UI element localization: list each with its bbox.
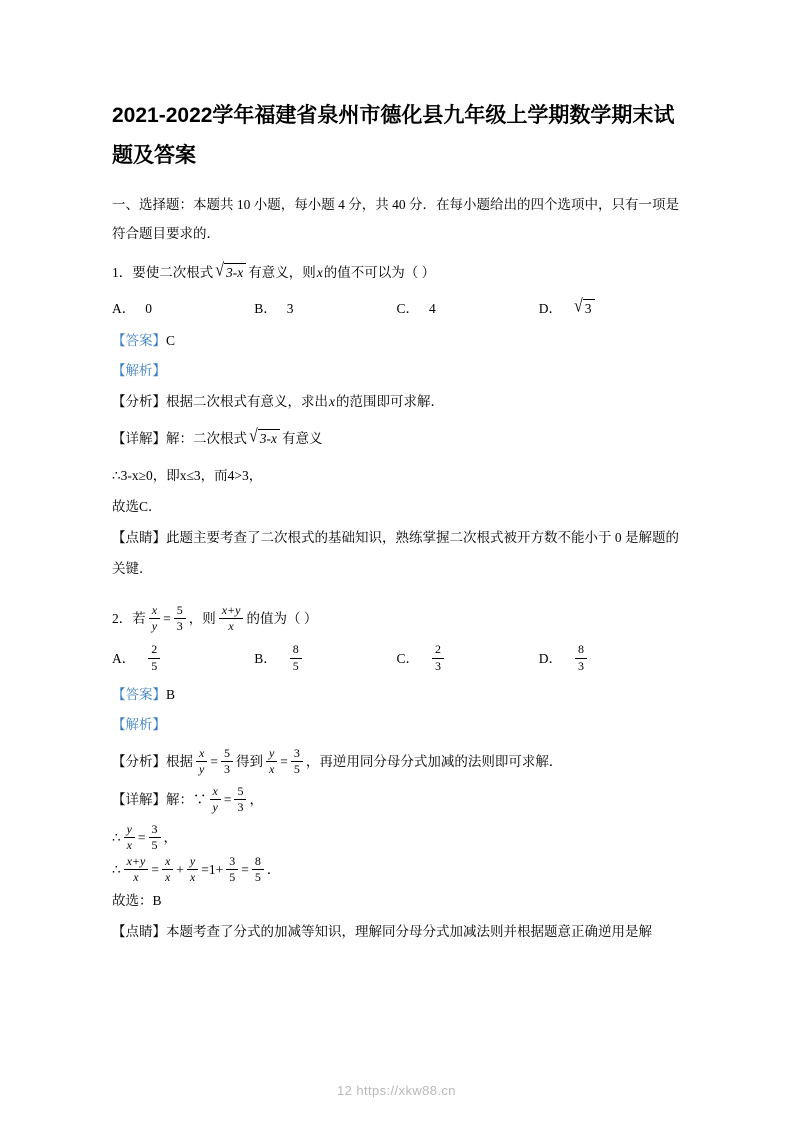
equals-sign: = <box>223 791 232 807</box>
fraction-8-over-5 <box>252 855 264 885</box>
option-d-label: D． <box>538 651 562 666</box>
fraction-numerator: 3 <box>226 855 238 870</box>
question-1-stem <box>112 256 681 290</box>
question-1-stem-mid: 有意义，则 <box>248 265 316 280</box>
fraction-xplusy-over-x <box>124 855 149 885</box>
option-c-fraction <box>432 643 444 673</box>
fraction-denominator: x <box>126 838 132 853</box>
option-b-label: B． <box>254 301 277 316</box>
option-c-label: C． <box>396 301 420 316</box>
answer-tag: 【答案】 <box>112 687 166 702</box>
option-b-value: 3 <box>286 301 294 316</box>
option-b[interactable] <box>254 294 396 324</box>
question-1-radicand: 3-x <box>224 263 246 282</box>
fenxi-pre: 根据 <box>166 754 193 769</box>
fraction-denominator: y <box>151 619 158 634</box>
fenxi-text-post: 的范围即可求解． <box>336 394 444 409</box>
option-a[interactable] <box>112 640 254 678</box>
fraction-numerator: 2 <box>432 643 444 658</box>
question-2-stem-post: 的值为（ ） <box>246 611 318 626</box>
fraction-numerator: x+y <box>124 855 149 870</box>
question-2-analysis-tag: 【解析】 <box>112 717 166 732</box>
question-1-fenxi <box>112 386 681 417</box>
question-2-step2 <box>112 822 681 854</box>
question-1-number: 1． <box>112 265 133 280</box>
fraction-numerator: 5 <box>221 747 233 762</box>
answer-tag: 【答案】 <box>112 333 166 348</box>
xiangjie-tag: 【详解】 <box>112 431 166 446</box>
question-2-stem <box>112 602 681 636</box>
fraction-numerator: x <box>149 604 160 619</box>
fenxi-tag: 【分析】 <box>112 754 166 769</box>
fraction-denominator: x <box>164 869 171 884</box>
sqrt-icon: √ 3-x <box>249 429 280 448</box>
option-a-label: A． <box>112 651 136 666</box>
fraction-numerator: 8 <box>252 855 264 870</box>
fraction-denominator: y <box>212 800 218 815</box>
sqrt-icon: √ 3-x <box>215 263 246 282</box>
fraction-denominator: x <box>133 869 139 884</box>
fenxi-text-pre: 根据二次根式有意义，求出 <box>166 394 328 409</box>
fraction-denominator: 3 <box>578 658 584 673</box>
question-2-xiangjie <box>112 784 681 816</box>
equals-sign: = <box>280 754 288 769</box>
dianjing-text: 本题考查了分式的加减等知识，理解同分母分式加减法则并根据题意正确逆用是解 <box>166 924 652 940</box>
fraction-numerator: 5 <box>174 604 186 619</box>
fraction-numerator: x <box>210 785 221 800</box>
equals-sign: = <box>201 861 209 877</box>
fraction-numerator: 3 <box>149 823 161 838</box>
fenxi-deduce: 得到 <box>235 754 263 769</box>
question-1-stem-pre: 要使二次根式 <box>132 265 214 280</box>
fraction-y-over-x <box>266 747 277 777</box>
question-2-step3 <box>112 854 681 886</box>
sqrt-icon: √ 3 <box>574 299 595 318</box>
fraction-numerator: 8 <box>575 643 587 658</box>
option-d[interactable] <box>539 294 681 324</box>
fenxi-tag: 【分析】 <box>112 394 166 409</box>
fraction-y-over-x <box>187 855 198 885</box>
fraction-denominator: 3 <box>223 762 230 777</box>
fraction-denominator: 5 <box>229 869 236 884</box>
question-2-dianjing <box>112 916 681 947</box>
option-c[interactable] <box>397 294 539 324</box>
xiangjie-radicand: 3-x <box>258 429 280 448</box>
question-1-answer <box>112 326 681 356</box>
plus-sign: + <box>176 861 184 877</box>
fraction-numerator: x <box>196 747 207 762</box>
question-1-dianjing <box>112 522 681 584</box>
fraction-x-over-y <box>196 747 207 777</box>
fenxi-post: ，再逆用同分母分式加减的法则即可求解． <box>305 754 563 769</box>
equals-sign: = <box>241 861 249 877</box>
question-2-answer <box>112 680 681 710</box>
fraction-x-over-x <box>162 855 173 885</box>
option-a-fraction <box>148 643 160 673</box>
fraction-numerator: x <box>162 855 173 870</box>
xiangjie-tail: 有意义 <box>282 431 323 446</box>
question-2-stem-pre: 若 <box>132 611 146 626</box>
fraction-y-over-x <box>124 823 135 853</box>
dianjing-text: 此题主要考查了二次根式的基础知识，熟练掌握二次根式被开方数不能小于 0 是解题的关键． <box>112 530 679 576</box>
question-2-options <box>112 640 681 678</box>
option-c-label: C． <box>396 651 420 666</box>
fraction-5-over-3 <box>174 604 186 634</box>
question-1-xiangjie <box>112 423 681 454</box>
option-c[interactable] <box>397 640 539 678</box>
step3-lead: ∴ <box>112 861 121 877</box>
answer-value: C <box>166 333 176 348</box>
equals-sign: = <box>137 829 146 845</box>
xiangjie-tag: 【详解】 <box>112 791 166 807</box>
page-footer: 12 https://xkw88.cn <box>337 1083 456 1098</box>
fraction-numerator: x+y <box>219 604 244 619</box>
fraction-numerator: 2 <box>148 643 160 658</box>
question-1-analysis-tag: 【解析】 <box>112 363 166 378</box>
fraction-x-over-y <box>210 785 221 815</box>
option-d[interactable] <box>539 640 681 678</box>
step3-tail: ． <box>266 861 281 877</box>
section-intro: 一、选择题：本题共 10 小题，每小题 4 分，共 40 分．在每小题给出的四个选项中，只有一项是符合题目要求的． <box>112 197 679 241</box>
equals-sign: = <box>151 861 159 877</box>
question-1-conclusion: 故选C． <box>112 499 162 514</box>
fraction-denominator: 5 <box>151 838 158 853</box>
fenxi-var: x <box>329 394 335 409</box>
xiangjie-comma: ， <box>249 791 263 807</box>
question-1-stem-post: 的值不可以为（ ） <box>323 265 436 280</box>
option-b[interactable] <box>254 640 396 678</box>
fraction-5-over-3 <box>221 747 233 777</box>
question-2-comma: ，则 <box>188 611 216 626</box>
fraction-denominator: 5 <box>293 762 300 777</box>
option-a-label: A． <box>112 301 136 316</box>
option-d-label: D． <box>538 301 562 316</box>
xiangjie-lead: 解：二次根式 <box>166 431 247 446</box>
fraction-denominator: y <box>199 762 205 777</box>
question-2-conclusion: 故选：B <box>112 893 162 909</box>
option-c-value: 4 <box>429 301 436 316</box>
question-2-equals: = <box>163 611 171 626</box>
dianjing-tag: 【点睛】 <box>112 530 166 545</box>
dianjing-tag: 【点睛】 <box>112 924 166 940</box>
fraction-denominator: 5 <box>292 658 299 673</box>
fraction-denominator: 3 <box>237 800 244 815</box>
option-d-radicand: 3 <box>583 299 595 318</box>
fraction-numerator: y <box>124 823 135 838</box>
fraction-5-over-3 <box>234 785 246 815</box>
fraction-numerator: 8 <box>290 643 302 658</box>
fraction-3-over-5 <box>226 855 238 885</box>
question-1-var: x <box>316 265 323 280</box>
fraction-denominator: 5 <box>151 658 158 673</box>
fraction-denominator: 5 <box>254 869 261 884</box>
option-d-fraction <box>575 643 587 673</box>
option-b-label: B． <box>254 651 277 666</box>
fraction-numerator: 3 <box>291 747 303 762</box>
one-plus: 1+ <box>208 861 224 877</box>
step2-lead: ∴ <box>112 829 121 845</box>
answer-value: B <box>166 687 176 702</box>
option-a-value: 0 <box>145 301 152 316</box>
fraction-3-over-5 <box>149 823 161 853</box>
question-2-fenxi <box>112 746 681 778</box>
fraction-numerator: 5 <box>234 785 246 800</box>
xiangjie-lead: 解：∵ <box>166 791 207 807</box>
fraction-denominator: x <box>189 869 196 884</box>
option-a[interactable] <box>112 294 254 324</box>
fraction-denominator: 3 <box>176 619 183 634</box>
option-b-fraction <box>290 643 302 673</box>
step2-comma: ， <box>163 829 178 845</box>
fraction-x-over-y <box>149 604 160 634</box>
fraction-denominator: x <box>228 619 234 634</box>
fraction-numerator: y <box>266 747 277 762</box>
fraction-xplusy-over-x <box>219 604 244 634</box>
question-1-options <box>112 294 681 324</box>
fraction-denominator: 3 <box>435 658 442 673</box>
question-2-number: 2． <box>112 611 133 626</box>
fraction-denominator: x <box>268 762 275 777</box>
fraction-3-over-5 <box>291 747 303 777</box>
question-1-step: ∴3-x≥0，即x≤3，而4>3， <box>112 468 263 483</box>
equals-sign: = <box>210 754 218 769</box>
page-title: 2021-2022学年福建省泉州市德化县九年级上学期数学期末试题及答案 <box>112 104 675 167</box>
fraction-numerator: y <box>187 855 198 870</box>
